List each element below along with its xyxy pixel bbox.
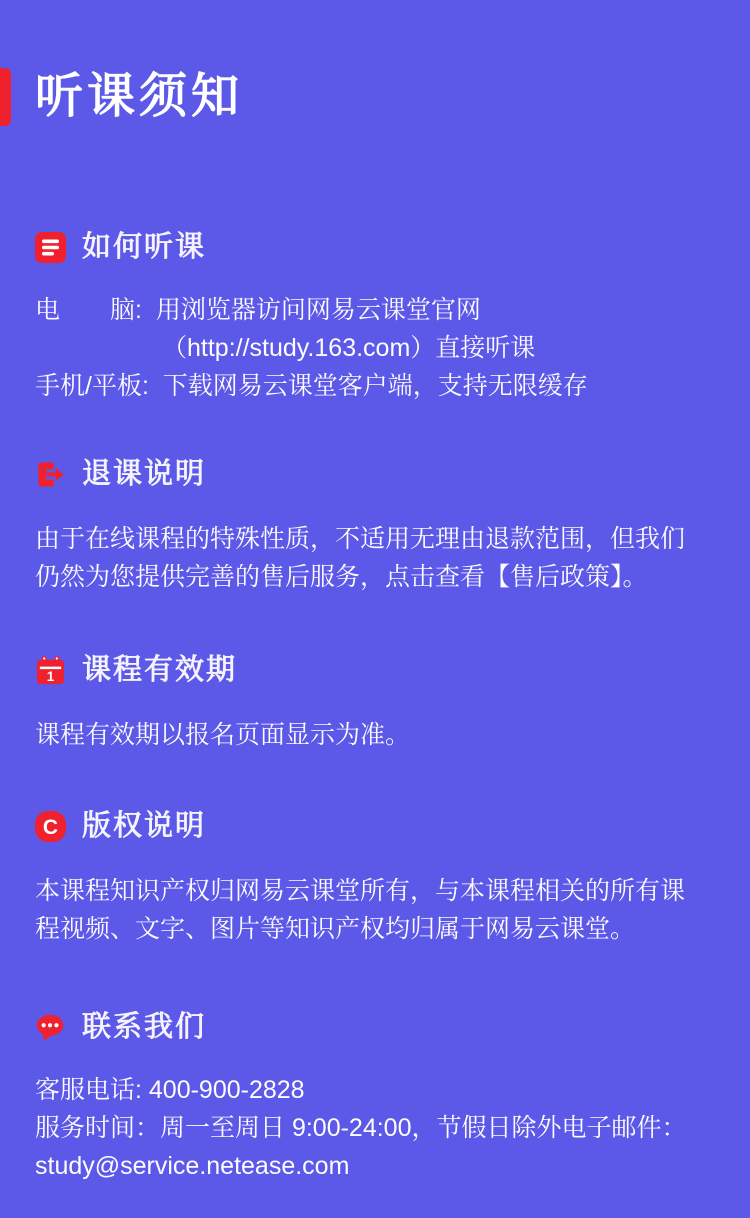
exit-door-icon	[35, 459, 66, 490]
section-heading-row	[35, 810, 720, 842]
section-title: 版权说明	[82, 810, 207, 842]
service-email-line: study@service.netease.com	[35, 1152, 350, 1180]
section-withdrawal	[0, 458, 750, 596]
section-validity	[0, 654, 750, 754]
section-body	[35, 520, 720, 596]
section-body	[35, 1071, 720, 1185]
section-title: 联系我们	[82, 1011, 207, 1043]
section-how-to-attend	[0, 231, 750, 405]
after-sales-policy-link[interactable]: 【售后政策】	[485, 563, 623, 591]
copyright-icon	[35, 811, 66, 842]
service-hours-line: 服务时间：周一至周日 9:00-24:00，节假日除外电子邮件：	[35, 1114, 687, 1142]
withdrawal-text-before: 由于在线课程的特殊性质，不适用无理由退款范围，但我们仍然为您提供完善的售后服务，点击查看	[35, 525, 686, 591]
title-accent-bar	[0, 68, 11, 126]
pc-instruction-line: 电 脑: 用浏览器访问网易云课堂官网	[35, 296, 481, 324]
validity-text: 课程有效期以报名页面显示为准。	[35, 721, 411, 749]
withdrawal-policy-text	[35, 520, 699, 596]
section-title: 课程有效期	[82, 654, 238, 686]
section-heading-row	[35, 231, 720, 263]
section-body	[35, 291, 720, 405]
calendar-icon	[35, 655, 66, 686]
list-icon	[35, 232, 66, 263]
chat-bubble-icon	[35, 1012, 66, 1043]
section-body	[35, 716, 720, 754]
section-title: 退课说明	[82, 458, 207, 490]
section-heading-row	[35, 1011, 720, 1043]
page-title: 听课须知	[35, 70, 244, 123]
copyright-letter: C	[42, 815, 59, 839]
service-phone-line: 客服电话: 400-900-2828	[35, 1076, 305, 1104]
copyright-text: 本课程知识产权归网易云课堂所有，与本课程相关的所有课程视频、文字、图片等知识产权均归属于网易云课堂。	[35, 877, 686, 943]
mobile-instruction-line: 手机/平板: 下载网易云课堂客户端，支持无限缓存	[35, 372, 588, 400]
withdrawal-text-after: 。	[622, 563, 648, 591]
section-body	[35, 872, 720, 948]
section-heading-row	[35, 458, 720, 490]
course-url-line: （http://study.163.com）直接听课	[162, 334, 536, 362]
section-title: 如何听课	[82, 231, 207, 263]
calendar-day-number: 1	[46, 668, 55, 684]
section-copyright	[0, 810, 750, 948]
section-contact	[0, 1011, 750, 1185]
section-heading-row	[35, 654, 720, 686]
page-header	[0, 0, 750, 126]
